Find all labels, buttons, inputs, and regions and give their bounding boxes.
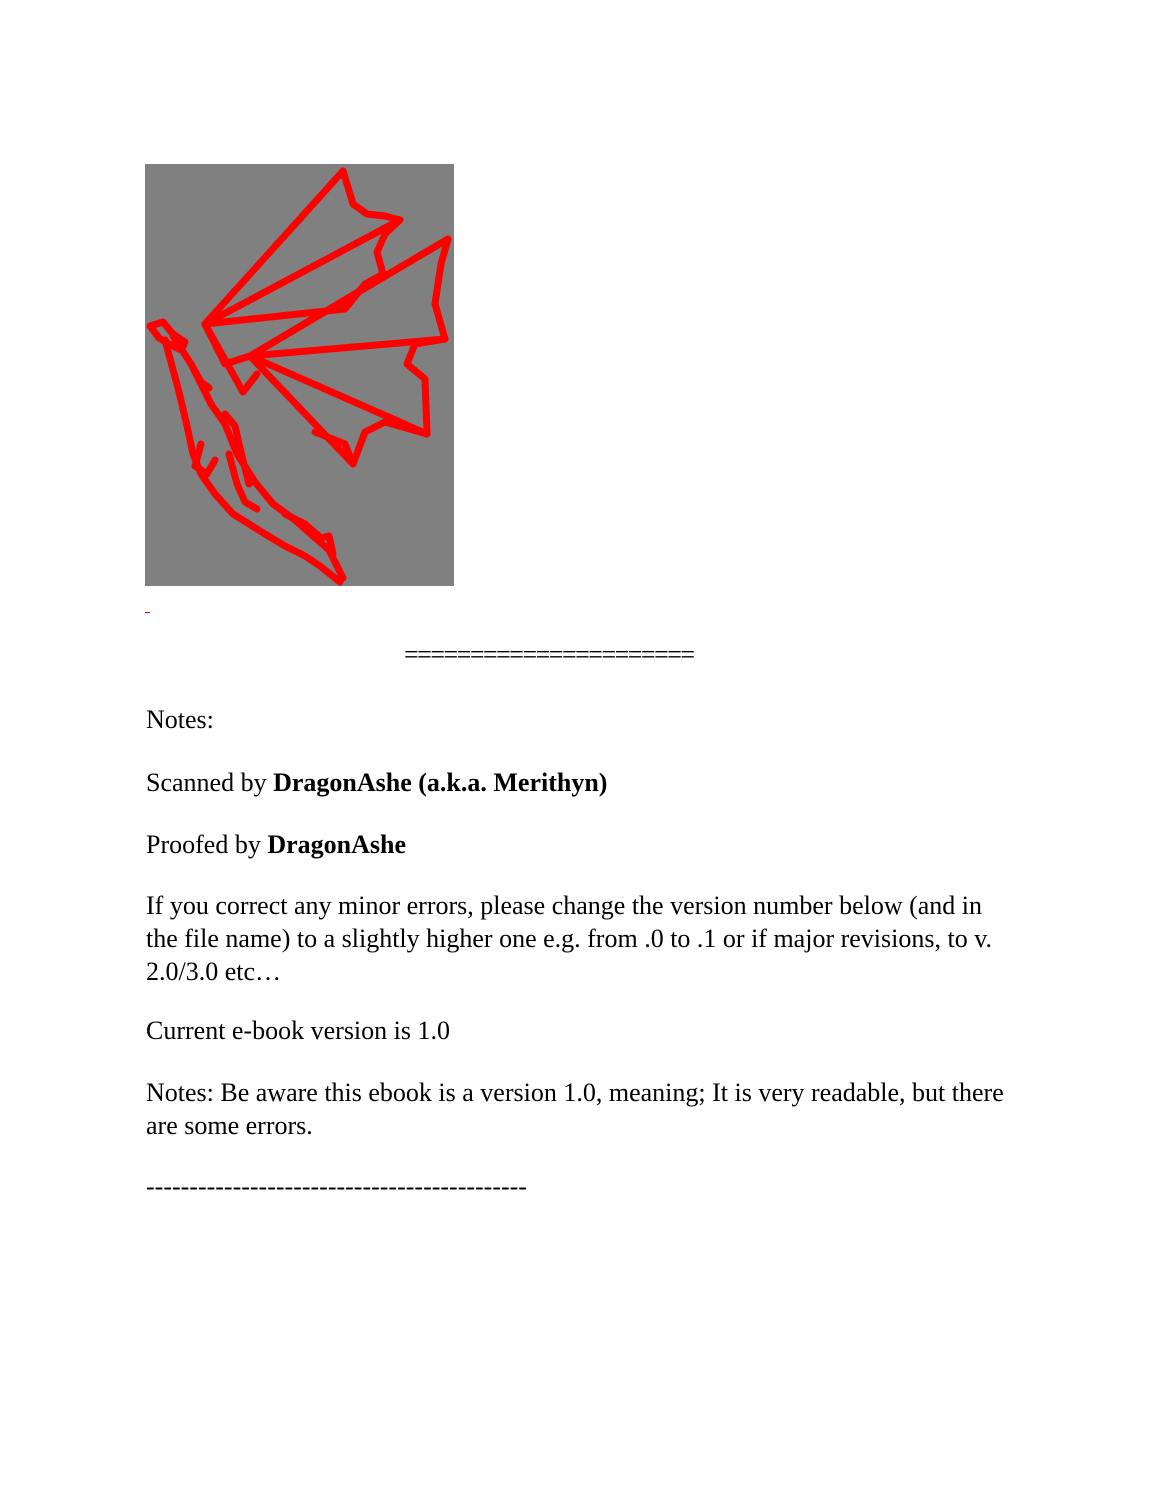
version-line: Current e-book version is 1.0: [146, 1016, 451, 1045]
dragon-drawing: [145, 164, 454, 586]
upper-wing-outline: [205, 171, 400, 324]
upper-wing-bone-1: [205, 220, 400, 324]
proofed-by-prefix: Proofed by: [146, 830, 268, 859]
correction-notice: If you correct any minor errors, please change the version number below (and in the file name) to a slightly higher one e.g. from .0 to .1 or if major revisions, to v. 2.0/3.0 etc…: [146, 891, 993, 986]
dragon-illustration: [145, 164, 454, 586]
red-link-mark: [145, 612, 150, 613]
lower-wing-bone-4: [250, 356, 353, 464]
dragon-front-leg: [195, 444, 215, 474]
scanned-by-line: [146, 766, 1016, 799]
scanned-by-prefix: Scanned by: [146, 768, 274, 797]
dragon-body-2: [191, 364, 343, 578]
equals-separator: ======================: [404, 640, 694, 669]
proofed-by-line: [146, 828, 1016, 861]
scanner-name: DragonAshe (a.k.a. Merithyn): [273, 768, 608, 797]
notes-heading: Notes:: [146, 705, 214, 734]
lower-wing-bone-3: [250, 356, 427, 434]
version-note: Notes: Be aware this ebook is a version 1.0, meaning; It is very readable, but there are some errors.: [146, 1078, 1004, 1140]
dash-separator: --------------------------------------------: [146, 1172, 527, 1201]
proofer-name: DragonAshe: [267, 830, 406, 859]
